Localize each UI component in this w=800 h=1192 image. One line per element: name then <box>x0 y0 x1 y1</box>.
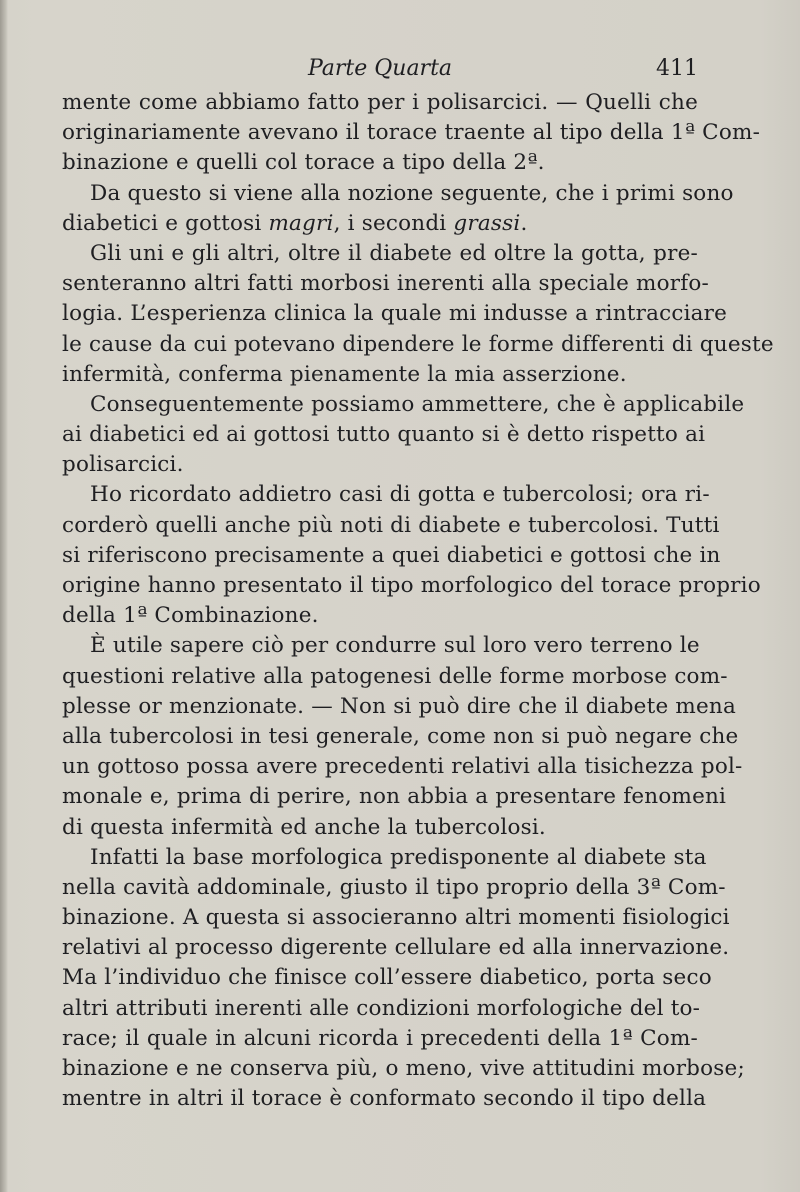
text-line: ai diabetici ed ai gottosi tutto quanto si è detto rispetto ai <box>62 422 706 448</box>
text-line: relativi al processo digerente cellulare ed alla innervazione. <box>62 935 730 961</box>
text-line: polisarcici. <box>62 452 184 478</box>
text-line: diabetici e gottosi magri, i secondi grassi. <box>62 210 528 236</box>
text-line: mentre in altri il torace è conformato secondo il tipo della <box>62 1086 707 1112</box>
text-line: infermità, conferma pienamente la mia asserzione. <box>62 361 627 387</box>
text-line: binazione e ne conserva più, o meno, vive attitudini morbose; <box>62 1056 745 1081</box>
italic-term: grassi <box>453 210 521 236</box>
text-line: mente come abbiamo fatto per i polisarcici. — Quelli che <box>62 90 698 115</box>
text-line: binazione e quelli col torace a tipo della 2ª. <box>62 150 545 176</box>
text-line: altri attributi inerenti alle condizioni morfologiche del to- <box>62 995 701 1021</box>
text-line: si riferiscono precisamente a quei diabetici e gottosi che in <box>62 542 721 568</box>
running-head-title: Parte Quarta <box>307 56 453 81</box>
text-line: Gli uni e gli altri, oltre il diabete ed oltre la gotta, pre- <box>90 240 698 266</box>
text-line: della 1ª Combinazione. <box>62 603 319 629</box>
text-line: originariamente avevano il torace traente al tipo della 1ª Com- <box>62 120 761 146</box>
italic-term: magri <box>268 210 334 236</box>
text-line: logia. L’esperienza clinica la quale mi indusse a rintracciare <box>62 301 728 327</box>
text-line: binazione. A questa si associeranno altri momenti fisiologici <box>62 905 730 931</box>
text-line: Ho ricordato addietro casi di gotta e tubercolosi; ora ri- <box>90 482 710 508</box>
text-line: Conseguentemente possiamo ammettere, che è applicabile <box>90 391 745 417</box>
text-line: le cause da cui potevano dipendere le forme differenti di queste <box>62 331 774 357</box>
binding-edge <box>0 0 8 1192</box>
text-line: Infatti la base morfologica predisponente al diabete sta <box>90 844 707 870</box>
page-number: 411 <box>656 56 698 81</box>
text-line: nella cavità addominale, giusto il tipo proprio della 3ª Com- <box>62 874 726 900</box>
text-line: alla tubercolosi in tesi generale, come non si può negare che <box>62 723 739 749</box>
text-line: monale e, prima di perire, non abbia a presentare fenomeni <box>62 784 727 810</box>
text-line: race; il quale in alcuni ricorda i precedenti della 1ª Com- <box>62 1025 698 1051</box>
text-line: origine hanno presentato il tipo morfologico del torace proprio <box>62 573 761 598</box>
body-text <box>62 88 774 1114</box>
text-line: questioni relative alla patogenesi delle forme morbose com- <box>62 663 728 689</box>
running-head <box>62 54 698 84</box>
text-line: Da questo si viene alla nozione seguente, che i primi sono <box>90 180 734 206</box>
text-line: un gottoso possa avere precedenti relativi alla tisichezza pol- <box>62 754 743 780</box>
text-line: di questa infermità ed anche la tubercolosi. <box>62 814 546 840</box>
text-line: corderò quelli anche più noti di diabete e tubercolosi. Tutti <box>62 512 720 538</box>
text-line: plesse or menzionate. — Non si può dire che il diabete mena <box>62 693 736 719</box>
text-line: senteranno altri fatti morbosi inerenti alla speciale morfo- <box>62 271 710 297</box>
text-line: Ma l’individuo che finisce coll’essere diabetico, porta seco <box>62 965 712 991</box>
text-line: È utile sapere ciò per condurre sul loro vero terreno le <box>90 633 700 659</box>
